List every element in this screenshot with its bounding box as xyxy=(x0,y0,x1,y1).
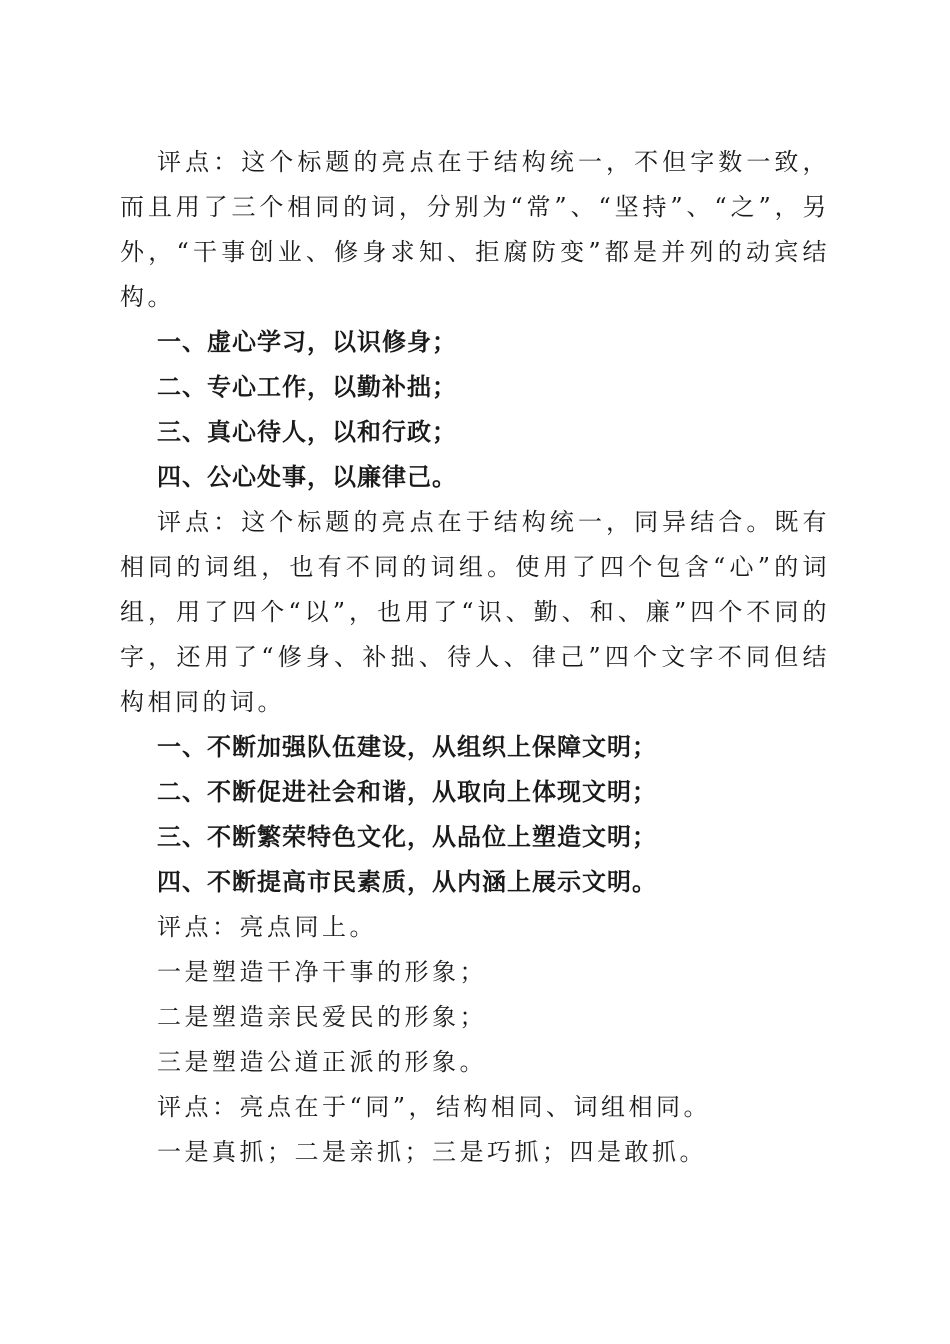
heading-list-2-item-3: 三、不断繁荣特色文化，从品位上塑造文明； xyxy=(157,823,657,851)
heading-list-2-item-2: 二、不断促进社会和谐，从取向上体现文明； xyxy=(157,778,657,806)
comment-paragraph-1: 评点：这个标题的亮点在于结构统一，不但字数一致，而且用了三个相同的词，分别为“常”、“坚持”、“之”，另外，“干事创业、修身求知、拒腐防变”都是并列的动宾结构。 xyxy=(120,148,830,311)
heading-list-1-item-3: 三、真心待人，以和行政； xyxy=(157,418,457,446)
heading-list-1-item-2: 二、专心工作，以勤补拙； xyxy=(157,373,457,401)
comment-paragraph-3: 评点：亮点同上。 xyxy=(157,913,377,941)
list-3-item-3: 三是塑造公道正派的形象。 xyxy=(157,1048,487,1076)
last-line: 一是真抓；二是亲抓；三是巧抓；四是敢抓。 xyxy=(157,1138,707,1166)
comment-paragraph-2: 评点：这个标题的亮点在于结构统一，同异结合。既有相同的词组，也有不同的词组。使用了四个包含“心”的词组，用了四个“以”，也用了“识、勤、和、廉”四个不同的字，还用了“修身、补拙、待人、律己”四个文字不同但结构相同的词。 xyxy=(120,508,830,716)
heading-list-2-item-1: 一、不断加强队伍建设，从组织上保障文明； xyxy=(157,733,657,761)
list-3-item-1: 一是塑造干净干事的形象； xyxy=(157,958,487,986)
heading-list-1-item-1: 一、虚心学习，以识修身； xyxy=(157,328,457,356)
heading-list-1-item-4: 四、公心处事，以廉律己。 xyxy=(157,463,457,491)
list-3-item-2: 二是塑造亲民爱民的形象； xyxy=(157,1003,487,1031)
comment-paragraph-4: 评点：亮点在于“同”，结构相同、词组相同。 xyxy=(157,1093,712,1121)
heading-list-2-item-4: 四、不断提高市民素质，从内涵上展示文明。 xyxy=(157,868,657,896)
document-body xyxy=(120,140,830,1175)
